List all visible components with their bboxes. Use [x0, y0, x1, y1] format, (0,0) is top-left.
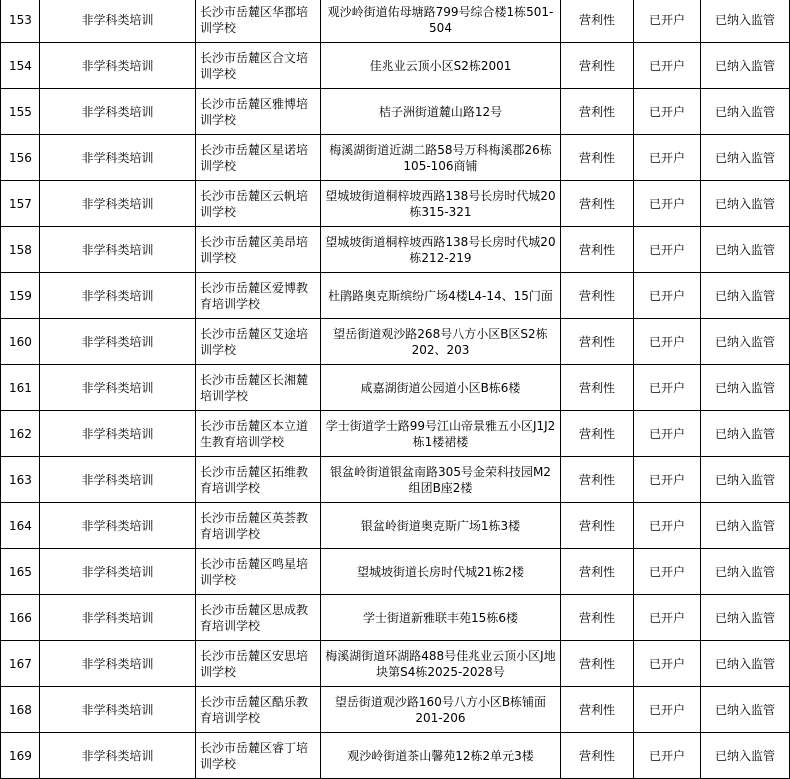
address-cell: 桔子洲街道麓山路12号: [321, 89, 561, 135]
nature-cell: 营利性: [561, 411, 634, 457]
nature-cell: 营利性: [561, 43, 634, 89]
row-number: 169: [1, 733, 40, 779]
table-row: [1, 227, 790, 273]
school-name-cell: 长沙市岳麓区云帆培训学校: [196, 181, 321, 227]
category-cell: 非学科类培训: [40, 181, 196, 227]
nature-cell: 营利性: [561, 503, 634, 549]
table-row: [1, 503, 790, 549]
table-row: [1, 273, 790, 319]
school-name-cell: 长沙市岳麓区长湘麓培训学校: [196, 365, 321, 411]
address-cell: 银盆岭街道银盆南路305号金荣科技园M2组团B座2楼: [321, 457, 561, 503]
account-status-cell: 已开户: [634, 181, 701, 227]
table-row: [1, 641, 790, 687]
row-number: 154: [1, 43, 40, 89]
nature-cell: 营利性: [561, 641, 634, 687]
address-cell: 银盆岭街道奥克斯广场1栋3楼: [321, 503, 561, 549]
row-number: 161: [1, 365, 40, 411]
account-status-cell: 已开户: [634, 319, 701, 365]
table-row: [1, 365, 790, 411]
school-name-cell: 长沙市岳麓区美昂培训学校: [196, 227, 321, 273]
school-name-cell: 长沙市岳麓区酷乐教育培训学校: [196, 687, 321, 733]
table-row: [1, 411, 790, 457]
nature-cell: 营利性: [561, 0, 634, 43]
supervision-status-cell: 已纳入监管: [701, 181, 790, 227]
address-cell: 学士街道学士路99号江山帝景雅五小区J1J2栋1楼裙楼: [321, 411, 561, 457]
address-cell: 望岳街道观沙路268号八方小区B区S2栋202、203: [321, 319, 561, 365]
school-name-cell: 长沙市岳麓区本立道生教育培训学校: [196, 411, 321, 457]
table-row: [1, 135, 790, 181]
account-status-cell: 已开户: [634, 273, 701, 319]
table-body: [1, 0, 790, 779]
address-cell: 杜鹃路奥克斯缤纷广场4楼L4-14、15门面: [321, 273, 561, 319]
table-row: [1, 43, 790, 89]
supervision-status-cell: 已纳入监管: [701, 365, 790, 411]
address-cell: 观沙岭街道佑母塘路799号综合楼1栋501-504: [321, 0, 561, 43]
category-cell: 非学科类培训: [40, 273, 196, 319]
table-row: [1, 0, 790, 43]
row-number: 168: [1, 687, 40, 733]
account-status-cell: 已开户: [634, 641, 701, 687]
account-status-cell: 已开户: [634, 0, 701, 43]
account-status-cell: 已开户: [634, 227, 701, 273]
row-number: 165: [1, 549, 40, 595]
category-cell: 非学科类培训: [40, 0, 196, 43]
account-status-cell: 已开户: [634, 411, 701, 457]
nature-cell: 营利性: [561, 181, 634, 227]
table-row: [1, 89, 790, 135]
nature-cell: 营利性: [561, 227, 634, 273]
supervision-status-cell: 已纳入监管: [701, 89, 790, 135]
category-cell: 非学科类培训: [40, 43, 196, 89]
school-name-cell: 长沙市岳麓区艾途培训学校: [196, 319, 321, 365]
school-name-cell: 长沙市岳麓区雅博培训学校: [196, 89, 321, 135]
school-name-cell: 长沙市岳麓区合文培训学校: [196, 43, 321, 89]
row-number: 166: [1, 595, 40, 641]
category-cell: 非学科类培训: [40, 733, 196, 779]
address-cell: 梅溪湖街道近湖二路58号万科梅溪郡26栋105-106商铺: [321, 135, 561, 181]
table-row: [1, 181, 790, 227]
category-cell: 非学科类培训: [40, 549, 196, 595]
row-number: 164: [1, 503, 40, 549]
school-name-cell: 长沙市岳麓区安思培训学校: [196, 641, 321, 687]
nature-cell: 营利性: [561, 733, 634, 779]
address-cell: 学士街道新雅联丰苑15栋6楼: [321, 595, 561, 641]
address-cell: 佳兆业云顶小区S2栋2001: [321, 43, 561, 89]
account-status-cell: 已开户: [634, 503, 701, 549]
nature-cell: 营利性: [561, 687, 634, 733]
address-cell: 咸嘉湖街道公园道小区B栋6楼: [321, 365, 561, 411]
supervision-status-cell: 已纳入监管: [701, 457, 790, 503]
row-number: 156: [1, 135, 40, 181]
row-number: 157: [1, 181, 40, 227]
category-cell: 非学科类培训: [40, 457, 196, 503]
school-name-cell: 长沙市岳麓区英荟教育培训学校: [196, 503, 321, 549]
address-cell: 望城坡街道桐梓坡西路138号长房时代城20栋212-219: [321, 227, 561, 273]
row-number: 158: [1, 227, 40, 273]
supervision-status-cell: 已纳入监管: [701, 549, 790, 595]
school-name-cell: 长沙市岳麓区睿丁培训学校: [196, 733, 321, 779]
supervision-status-cell: 已纳入监管: [701, 319, 790, 365]
category-cell: 非学科类培训: [40, 503, 196, 549]
supervision-status-cell: 已纳入监管: [701, 227, 790, 273]
account-status-cell: 已开户: [634, 457, 701, 503]
supervision-status-cell: 已纳入监管: [701, 0, 790, 43]
account-status-cell: 已开户: [634, 89, 701, 135]
account-status-cell: 已开户: [634, 687, 701, 733]
supervision-status-cell: 已纳入监管: [701, 43, 790, 89]
table-row: [1, 457, 790, 503]
row-number: 160: [1, 319, 40, 365]
supervision-status-cell: 已纳入监管: [701, 687, 790, 733]
supervision-status-cell: 已纳入监管: [701, 733, 790, 779]
school-name-cell: 长沙市岳麓区思成教育培训学校: [196, 595, 321, 641]
account-status-cell: 已开户: [634, 549, 701, 595]
account-status-cell: 已开户: [634, 365, 701, 411]
supervision-status-cell: 已纳入监管: [701, 411, 790, 457]
category-cell: 非学科类培训: [40, 595, 196, 641]
nature-cell: 营利性: [561, 549, 634, 595]
address-cell: 望城坡街道长房时代城21栋2楼: [321, 549, 561, 595]
account-status-cell: 已开户: [634, 733, 701, 779]
category-cell: 非学科类培训: [40, 89, 196, 135]
row-number: 163: [1, 457, 40, 503]
table-row: [1, 595, 790, 641]
row-number: 167: [1, 641, 40, 687]
address-cell: 望城坡街道桐梓坡西路138号长房时代城20栋315-321: [321, 181, 561, 227]
category-cell: 非学科类培训: [40, 319, 196, 365]
table-row: [1, 549, 790, 595]
category-cell: 非学科类培训: [40, 135, 196, 181]
address-cell: 望岳街道观沙路160号八方小区B栋铺面201-206: [321, 687, 561, 733]
category-cell: 非学科类培训: [40, 641, 196, 687]
supervision-status-cell: 已纳入监管: [701, 273, 790, 319]
category-cell: 非学科类培训: [40, 365, 196, 411]
nature-cell: 营利性: [561, 135, 634, 181]
nature-cell: 营利性: [561, 89, 634, 135]
account-status-cell: 已开户: [634, 43, 701, 89]
address-cell: 梅溪湖街道环湖路488号佳兆业云顶小区J地块第S4栋2025-2028号: [321, 641, 561, 687]
category-cell: 非学科类培训: [40, 227, 196, 273]
table-row: [1, 687, 790, 733]
row-number: 153: [1, 0, 40, 43]
table-row: [1, 319, 790, 365]
school-name-cell: 长沙市岳麓区爱博教育培训学校: [196, 273, 321, 319]
school-name-cell: 长沙市岳麓区鸣星培训学校: [196, 549, 321, 595]
category-cell: 非学科类培训: [40, 687, 196, 733]
account-status-cell: 已开户: [634, 595, 701, 641]
account-status-cell: 已开户: [634, 135, 701, 181]
school-name-cell: 长沙市岳麓区星诺培训学校: [196, 135, 321, 181]
nature-cell: 营利性: [561, 595, 634, 641]
school-name-cell: 长沙市岳麓区华郡培训学校: [196, 0, 321, 43]
supervision-status-cell: 已纳入监管: [701, 135, 790, 181]
supervision-status-cell: 已纳入监管: [701, 595, 790, 641]
table-row: [1, 733, 790, 779]
address-cell: 观沙岭街道茶山馨苑12栋2单元3楼: [321, 733, 561, 779]
row-number: 159: [1, 273, 40, 319]
row-number: 162: [1, 411, 40, 457]
school-name-cell: 长沙市岳麓区拓维教育培训学校: [196, 457, 321, 503]
nature-cell: 营利性: [561, 319, 634, 365]
nature-cell: 营利性: [561, 273, 634, 319]
nature-cell: 营利性: [561, 457, 634, 503]
supervision-status-cell: 已纳入监管: [701, 503, 790, 549]
nature-cell: 营利性: [561, 365, 634, 411]
supervision-status-cell: 已纳入监管: [701, 641, 790, 687]
row-number: 155: [1, 89, 40, 135]
category-cell: 非学科类培训: [40, 411, 196, 457]
